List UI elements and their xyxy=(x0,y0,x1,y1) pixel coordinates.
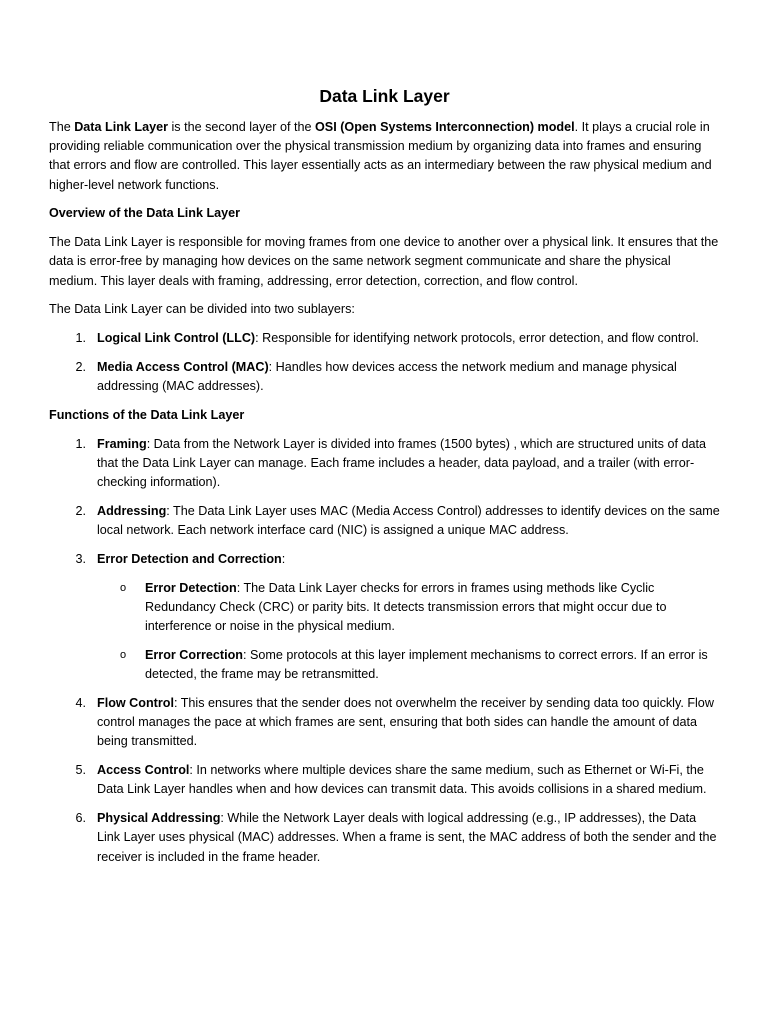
intro-text: The xyxy=(49,120,75,134)
list-number: 1. xyxy=(75,436,86,451)
intro-text: is the second layer of the xyxy=(168,120,316,134)
list-desc: : This ensures that the sender does not overwhelm the receiver by sending data too quickly. Flow control manages the pace at which frames are sent, ensuring that both sides can handle the amount of data being transmitted. xyxy=(97,696,714,749)
list-number: 2. xyxy=(75,504,86,518)
sublayers-list xyxy=(49,329,720,396)
list-number: 6. xyxy=(75,811,86,826)
functions-heading: Functions of the Data Link Layer xyxy=(49,408,245,422)
list-item xyxy=(49,809,720,867)
list-desc: : Data from the Network Layer is divided into frames (1500 bytes) , which are structured units of data that the Data Link Layer can manage. Each frame includes a header, data payload, and a trailer (with error-checking information). xyxy=(97,436,706,490)
list-item xyxy=(49,435,720,493)
list-item xyxy=(49,329,720,348)
list-term: Framing xyxy=(97,436,147,451)
list-number: 5. xyxy=(75,763,86,778)
intro-term-osi: OSI (Open Systems Interconnection) model xyxy=(315,120,575,134)
sublist-item xyxy=(97,579,720,637)
overview-heading: Overview of the Data Link Layer xyxy=(49,206,241,221)
list-number: 4. xyxy=(75,696,86,710)
list-desc: : While the Network Layer deals with logical addressing (e.g., IP addresses), the Data Link Layer uses physical (MAC) addresses. When a frame is sent, the MAC address of both the sender and the receiver is included in the frame header. xyxy=(97,811,717,864)
list-number: 1. xyxy=(75,331,86,346)
list-item xyxy=(49,550,720,684)
bullet-icon: o xyxy=(120,649,127,661)
intro-term-dll: Data Link Layer xyxy=(74,120,168,134)
intro-text: . It plays a crucial role in providing reliable communication over the physical transmission medium by organizing data into frames and ensuring that errors and flow are controlled. This layer essentially acts as an intermediary between the raw physical medium and higher-level network functions. xyxy=(49,120,712,192)
list-item xyxy=(49,761,720,799)
overview-paragraph: The Data Link Layer is responsible for moving frames from one device to another over a physical link. It ensures that the data is error-free by managing how devices on the same network segment communicate and share the physical medium. This layer deals with framing, addressing, error detection, correction, and flow control. xyxy=(49,235,719,288)
list-term: Access Control xyxy=(97,763,190,778)
intro-paragraph xyxy=(49,118,720,195)
list-term: Flow Control xyxy=(97,696,174,710)
list-term: Media Access Control (MAC) xyxy=(97,360,269,374)
sublist-desc: : Some protocols at this layer implement mechanisms to correct errors. If an error is detected, the frame may be retransmitted. xyxy=(145,648,708,682)
list-desc: : In networks where multiple devices share the same medium, such as Ethernet or Wi-Fi, the Data Link Layer handles when and how devices can transmit data. This avoids collisions in a shared medium. xyxy=(97,763,707,797)
list-item xyxy=(49,502,720,540)
list-item xyxy=(49,358,720,396)
list-term: Error Detection and Correction xyxy=(97,552,282,566)
list-term: Physical Addressing xyxy=(97,811,221,826)
bullet-icon: o xyxy=(120,581,127,594)
document-title: Data Link Layer xyxy=(319,86,450,106)
list-term: Logical Link Control (LLC) xyxy=(97,331,256,346)
sublist-item xyxy=(97,646,720,684)
list-desc: : Responsible for identifying network protocols, error detection, and flow control. xyxy=(255,331,699,346)
sublist-desc: : The Data Link Layer checks for errors in frames using methods like Cyclic Redundancy Check (CRC) or parity bits. It detects transmission errors that might occur due to interference or noise in the physical medium. xyxy=(145,580,667,634)
error-sublist xyxy=(97,579,720,685)
list-desc: : xyxy=(281,552,286,566)
sublayers-intro: The Data Link Layer can be divided into two sublayers: xyxy=(49,302,355,317)
sublist-term: Error Correction xyxy=(145,648,243,662)
list-desc: : Handles how devices access the network medium and manage physical addressing (MAC addresses). xyxy=(97,360,677,394)
list-number: 2. xyxy=(75,360,86,374)
functions-list xyxy=(49,435,720,867)
list-item xyxy=(49,694,720,752)
list-desc: : The Data Link Layer uses MAC (Media Access Control) addresses to identify devices on the same local network. Each network interface card (NIC) is assigned a unique MAC address. xyxy=(97,504,720,538)
list-term: Addressing xyxy=(97,504,167,518)
list-number: 3. xyxy=(75,552,86,566)
sublist-term: Error Detection xyxy=(145,580,237,595)
